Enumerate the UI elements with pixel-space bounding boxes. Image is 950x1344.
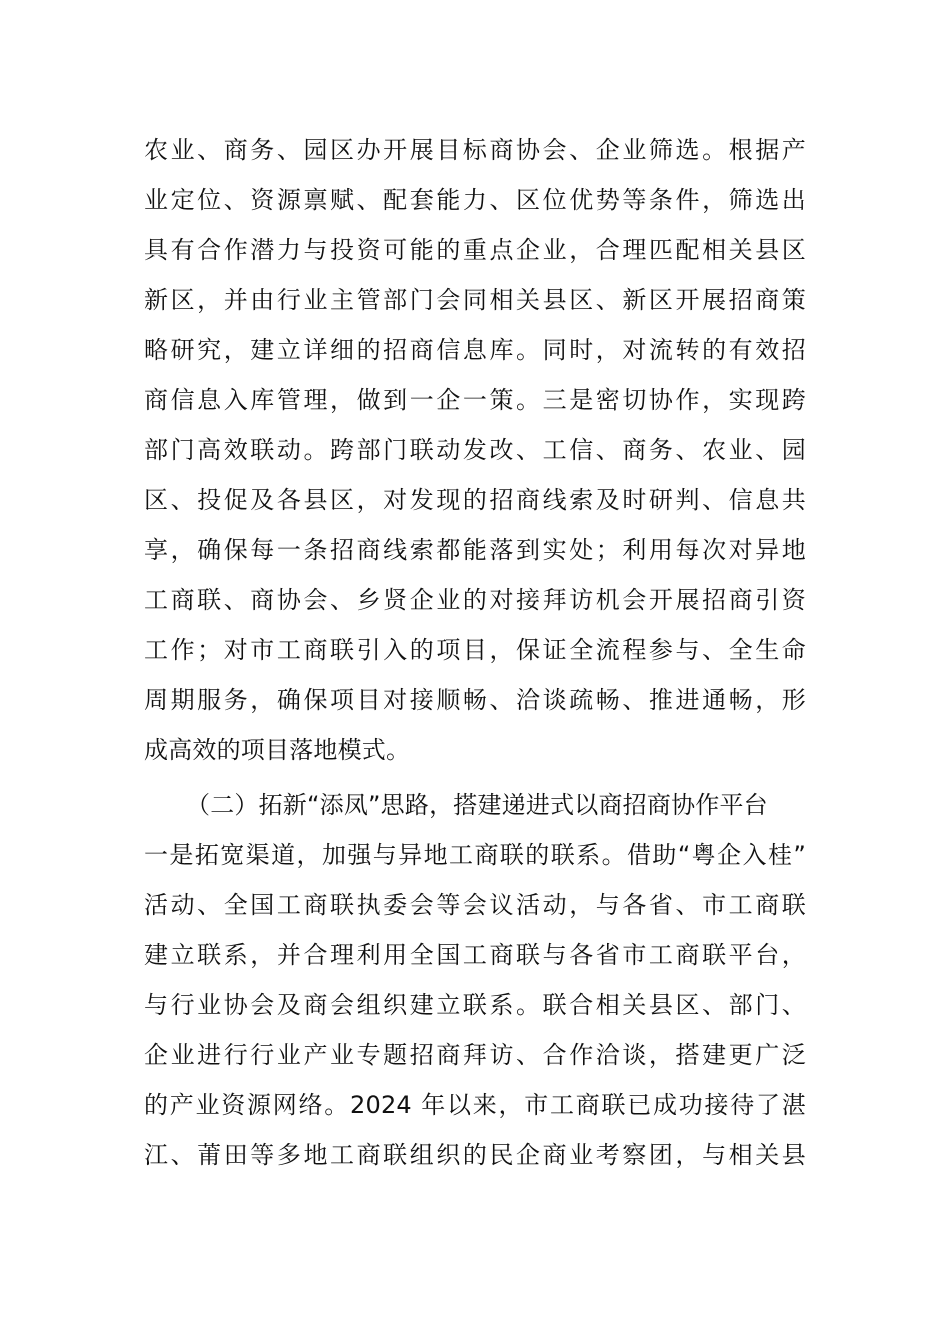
paragraph-line: 略研究，建立详细的招商信息库。同时，对流转的有效招 [144, 336, 806, 364]
paragraph-1 [144, 125, 806, 775]
paragraph-line: 具有合作潜力与投资可能的重点企业，合理匹配相关县区 [144, 236, 806, 264]
paragraph-line: 享，确保每一条招商线索都能落到实处；利用每次对异地 [144, 536, 806, 564]
section-2 [144, 780, 806, 1180]
paragraph-line: 部门高效联动。跨部门联动发改、工信、商务、农业、园 [144, 436, 806, 464]
paragraph-line: 活动、全国工商联执委会等会议活动，与各省、市工商联 [144, 891, 806, 919]
paragraph-line: 新区，并由行业主管部门会同相关县区、新区开展招商策 [144, 286, 806, 314]
paragraph-line: 周期服务，确保项目对接顺畅、洽谈疏畅、推进通畅，形 [144, 686, 806, 714]
paragraph-line: 业定位、资源禀赋、配套能力、区位优势等条件，筛选出 [144, 186, 806, 214]
paragraph-line: 企业进行行业产业专题招商拜访、合作洽谈，搭建更广泛 [144, 1041, 806, 1069]
paragraph-line: 区、投促及各县区，对发现的招商线索及时研判、信息共 [144, 486, 806, 514]
paragraph-line: 与行业协会及商会组织建立联系。联合相关县区、部门、 [144, 991, 806, 1019]
paragraph-line: 的产业资源网络。2024 年以来，市工商联已成功接待了湛 [144, 1091, 806, 1119]
section-heading: （二）拓新“添凤”思路，搭建递进式以商招商协作平台 [186, 791, 768, 819]
paragraph-line: 江、莆田等多地工商联组织的民企商业考察团，与相关县 [144, 1141, 806, 1169]
paragraph-line: 商信息入库管理，做到一企一策。三是密切协作，实现跨 [144, 386, 806, 414]
paragraph-line: 工作；对市工商联引入的项目，保证全流程参与、全生命 [144, 636, 806, 664]
paragraph-line: 一是拓宽渠道，加强与异地工商联的联系。借助“粤企入桂” [144, 841, 806, 869]
paragraph-line: 农业、商务、园区办开展目标商协会、企业筛选。根据产 [144, 136, 806, 164]
paragraph-line: 建立联系，并合理利用全国工商联与各省市工商联平台， [144, 941, 806, 969]
paragraph-line: 成高效的项目落地模式。 [144, 736, 411, 764]
paragraph-line: 工商联、商协会、乡贤企业的对接拜访机会开展招商引资 [144, 586, 806, 614]
